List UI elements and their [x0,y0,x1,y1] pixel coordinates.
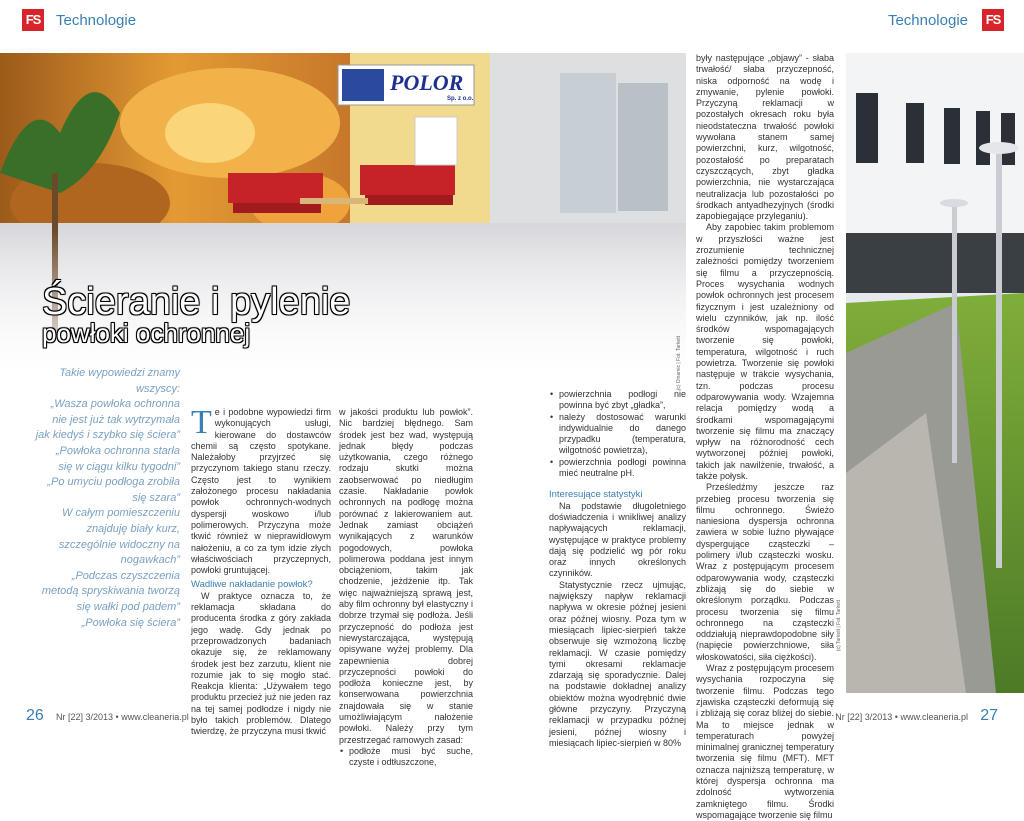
fs-logo-left: FS [22,9,44,31]
pull-quote-line: znajduję biały kurz, [86,522,180,535]
photo-credit-left: (c) Dinamic | Fot. Tarkett [676,336,682,391]
pull-quote-line: Takie wypowiedzi znamy [59,367,180,379]
page-number-left: 26 [26,707,44,724]
paragraph: Prześledźmy jeszcze raz przebieg procesu tworzenia się filmu ochronnego. Świeżo naniesiona dyspersja ochronna zawiera w sobie luźno pływające dyspergujące cząsteczki – polimery i/lub cząsteczki wosku. Wraz z postępującym procesem odparowywania wody, cząsteczki zbliżają się do siebie w określonym porządku. Podczas procesu tworzenia się filmu ochronnego na cząsteczki oddziałują nieprawdopodobne siły (napięcie powierzchniowe, siła włoskowatości, siła ciężkości). [696,482,834,662]
list-item: • podłoże musi być suche, czyste i odtłuszczone, [339,746,473,769]
article-column-3 [549,389,686,748]
pull-quote-line: się wałki pod padem” [76,600,180,613]
subheading: Interesujące statystyki [549,489,643,501]
article-column-2 [339,407,473,768]
polor-logo-sub: Sp. z o.o. [447,96,474,102]
pull-quote-line: „Podczas czyszczenia [71,569,180,582]
paragraph: Statystycznie rzecz ujmując, największy napływ reklamacji napływa w okresie późnej jesieni oraz późnej wiosny. Poza tym w miesiącach lipiec-sierpień także obserwuje się wzmożoną liczbę reklamacji. W czasie pomiędzy tymi okresami reklamacje zdarzają się sporadycznie. Dalej na podstawie dokładnej analizy obiektów można wyodrębnić dwie główne przyczyny. Przyczyną reklamacji w przypadku późnej jesieni, późnej wiosny i miesiącach lipiec-sierpień w 80% [549,579,686,748]
paragraph: Na podstawie długoletniego doświadczenia i wnikliwej analizy napływających reklamacji, występujące w praktyce problemy dają się podzielić wg pór roku oraz innych określonych czynników. [549,500,686,579]
pull-quote-line: W całym pomieszczeniu [62,507,180,520]
pull-quote-line: się szara” [132,491,180,504]
section-label-right: Technologie [887,12,968,29]
fs-logo-right: FS [982,9,1004,31]
outdoor-photo [846,53,1024,693]
footer-left: Nr [22] 3/2013 • www.cleaneria.pl [56,712,189,722]
page-number-right: 27 [980,707,998,724]
list-item: • powierzchnia podłogi nie powinna być zbyt „gładka”, [549,389,686,412]
paragraph: w jakości produktu lub powłok”. Nic bardziej błędnego. Sam środek jest bez wad, występują jednak błędy podczas użytkowania, czego różnego rodzaju skutki można zaobserwować po niedługim czasie. Nakładanie powłok ochronnych na podłogę można porównać z lakierowaniem aut. Jednak zamiast obciążeń wynikających z warunków pogodowych, powłoka polimerowa poddana jest innym obciążeniom, takim jak chodzenie, jeżdżenie itp. Tak więc najważniejszą sprawą jest, aby film ochronny był elastyczny i dobrze trzymał się podłoża. Jeśli przyczepność do podłoża jest niewystarczająca, występują opisywane wyżej problemy. Dla zapewnienia dobrej przyczepności powłoki do podłoża konieczne jest, by konserwowana powierzchnia znajdowała się w stanie umożliwiającym nałożenie powłoki. Należy przy tym przestrzegać ramowych zasad: [339,407,473,745]
article-title: Ścieranie i pylenie [42,281,351,323]
photo-credit-right: (c) Tarkett | Fot. Tarkett [836,600,842,652]
drop-cap: T [191,404,212,441]
article-column-4 [696,53,834,820]
paragraph: Aby zapobiec takim problemom w przyszłości ważne jest zrozumienie technicznej zależności pomiędzy tworzeniem się filmu a przyczepnością. Proces wysychania wodnych powłok ochronnych jest procesem fizycznym i jest uzależniony od wielu czynników, jak np. ilość środków wspomagających tworzenie się powłoki, temperatura, wilgotność i ruch powietrza. Tworzenie się powłoki następuje w trakcie wysychania, tzn. podczas procesu odparowywania wody. Wzajemna relacja pomiędzy wodą a środkami wspomagającymi tworzenie się filmu ma znaczący wpływ na różnorodność cech wytworzonej później powłoki, takich jak nawilżenie, trwałość, a także połysk. [696,222,834,481]
paragraph: Wraz z postępującym procesem wysychania rozpoczyna się tworzenie filmu. Podczas tego zjawiska cząsteczki deformują się i zbliżają się coraz bliżej do siebie. Ma to miejsce jednak w temperaturach powyżej minimalnej granicznej temperatury tworzenia się filmu (MFT). MFT oznacza najniższą temperaturę, w której dyspersja ochronna ma zdolność wytworzenia zamkniętego filmu. Środki wspomagające tworzenie się filmu [696,663,834,820]
section-label-left: Technologie [56,12,137,29]
paragraph: e i podobne wypowiedzi firm wykonujących usługi, kierowane do dostawców chemii są często spotykane. Należałoby przyjrzeć się przyczynom takiego stanu rzeczy. Często jest to wynikiem założonego procesu nakładania powłok ochronnych-wodnych dyspersji woskowo i/lub polimerowych. Przyczyna może tkwić również w nieprawidłowym nałożeniu, a co za tym idzie złych właściwościach przyczepnych, powłoki gruntującej. [191,407,331,576]
subheading: Wadliwe nakładanie powłok? [191,579,313,591]
paragraph: W praktyce oznacza to, że reklamacja składana do producenta środka z góry zakłada jego wadę. Gdy jednak po przeprowadzonych badaniach okazuje się, że reklamowany środek jest bez zarzutu, klient nie rozumie jak to się mogło stać. Reakcja klienta: „Używałem tego produktu przecież już nie jeden raz na tej samej podłodze i nigdy nie było takich problemów. Dlatego twierdzę, że przyczyna musi tkwić [191,590,331,737]
paragraph: były następujące „objawy” - słaba trwałość/ słaba przyczepność, niska odporność na wodę i zmywanie, pylenie powłoki. Przyczyną reklamacji w pozostałych okresach roku była nieodstateczna trwałość powłoki wywołana stanem samej powierzchni, kurz, wilgotność, pozostałość po preparatach czyszczących, zbyt gładka powierzchnia, nie wystarczająca neutralizacja lub pozostałości po środkach antyadhezyjnych (środki zapobiegające przyleganiu). [696,53,834,222]
pull-quote-line: nie jest już tak wytrzymała [52,413,180,426]
pull-quote-line: jak kiedyś i szybko się ściera” [35,429,180,442]
bullet-list [339,746,473,769]
article-subtitle: powłoki ochronnej [42,318,251,348]
pull-quote [20,366,180,631]
pull-quote-line: „Po umyciu podłoga zrobiła [47,476,180,489]
bullet-list [549,389,686,479]
pull-quote-line: się w ciągu kilku tygodni” [58,460,180,473]
footer-right: Nr [22] 3/2013 • www.cleaneria.pl [835,712,968,722]
polor-logo: POLOR [390,70,464,95]
pull-quote-line: wszyscy: [136,382,180,395]
pull-quote-line: „Powłoka się ściera” [81,616,180,629]
article-column-1 [191,404,331,737]
pull-quote-line: szczególnie widoczny na [58,538,180,551]
pull-quote-line: „Powłoka ochronna starła [55,444,180,457]
list-item: • należy dostosować warunki indywidualnie do danego przypadku (temperatura, wilgotność powietrza), [549,412,686,457]
pull-quote-line: „Wasza powłoka ochronna [50,398,180,411]
pull-quote-line: metodą spryskiwania tworzą [41,585,180,598]
pull-quote-line: nogawkach” [120,554,180,567]
list-item: • powierzchnia podłogi powinna mieć neutralne pH. [549,457,686,480]
